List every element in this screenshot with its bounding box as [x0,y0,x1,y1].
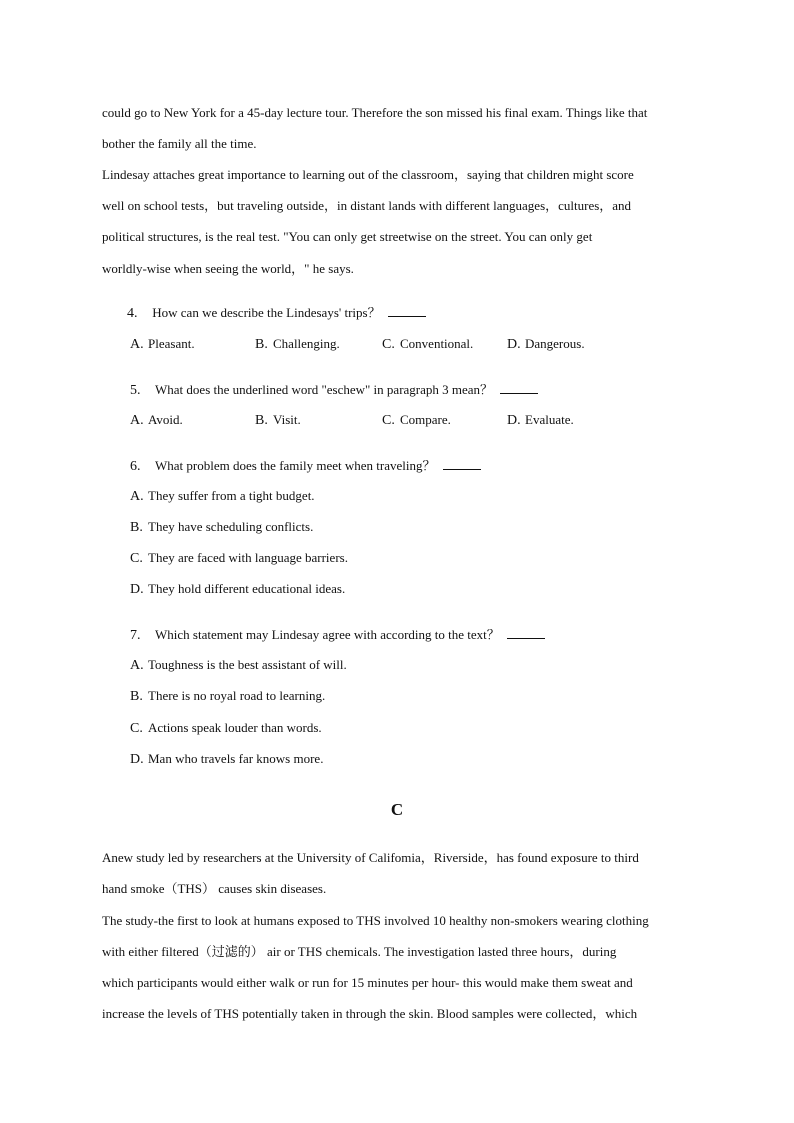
option-text: Challenging. [273,336,340,351]
option-text: Dangerous. [525,336,585,351]
question-number: 4. [127,306,138,321]
question-number: 7. [130,628,141,643]
passage-line: political structures, is the real test. "You can only get streetwise on the street. You can only get [102,229,593,244]
option-letter: B. [130,520,143,535]
passage-line: bother the family all the time. [102,136,257,151]
option-6a[interactable] [130,488,315,505]
question-6 [130,457,481,475]
passage-line: Anew study led by researchers at the University of Califomia，Riverside，has found exposure to third [102,850,639,865]
question-text: How can we describe the Lindesays' trips？ [152,305,381,320]
option-6c[interactable] [130,550,348,567]
option-letter: D. [130,582,144,597]
option-letter: C. [382,337,395,352]
option-letter: A. [130,489,144,504]
passage-line: could go to New York for a 45-day lecture tour. Therefore the son missed his final exam. Things like that [102,105,648,120]
option-text: They are faced with language barriers. [148,550,348,565]
answer-blank[interactable] [388,304,426,317]
option-text: Evaluate. [525,412,574,427]
option-7a[interactable] [130,657,347,674]
option-letter: C. [130,551,143,566]
question-7 [130,626,545,644]
option-letter: D. [507,337,521,352]
option-letter: C. [130,721,143,736]
passage-line: which participants would either walk or run for 15 minutes per hour- this would make them sweat and [102,975,633,990]
question-text: Which statement may Lindesay agree with according to the text？ [155,627,500,642]
option-5b[interactable] [255,412,301,429]
option-letter: D. [507,413,521,428]
option-letter: B. [255,337,268,352]
option-text: Toughness is the best assistant of will. [148,657,347,672]
option-4b[interactable] [255,336,340,353]
option-letter: A. [130,658,144,673]
option-5c[interactable] [382,412,451,429]
option-text: Actions speak louder than words. [148,720,322,735]
option-letter: A. [130,337,144,352]
option-7b[interactable] [130,688,325,705]
option-text: Avoid. [148,412,183,427]
option-6d[interactable] [130,581,345,598]
passage-line: increase the levels of THS potentially taken in through the skin. Blood samples were collected，which [102,1006,638,1021]
option-text: They have scheduling conflicts. [148,519,314,534]
option-letter: B. [130,689,143,704]
passage-line: The study-the first to look at humans exposed to THS involved 10 healthy non-smokers wearing clothing [102,913,649,928]
option-7d[interactable] [130,751,323,768]
option-text: They suffer from a tight budget. [148,488,315,503]
option-text: Pleasant. [148,336,195,351]
option-text: Visit. [273,412,301,427]
option-4d[interactable] [507,336,585,353]
option-text: They hold different educational ideas. [148,581,346,596]
option-5a[interactable] [130,412,183,429]
question-text: What does the underlined word "eschew" in paragraph 3 mean？ [155,382,494,397]
option-letter: A. [130,413,144,428]
passage-line: well on school tests，but traveling outside，in distant lands with different languages，cultures，and [102,198,632,213]
option-letter: D. [130,752,144,767]
option-4a[interactable] [130,336,195,353]
option-letter: B. [255,413,268,428]
passage-line: worldly-wise when seeing the world，" he says. [102,261,354,276]
question-5 [130,381,538,399]
question-text: What problem does the family meet when traveling？ [155,458,436,473]
question-number: 6. [130,459,141,474]
answer-blank[interactable] [507,626,545,639]
option-text: Man who travels far knows more. [148,751,324,766]
passage-line: Lindesay attaches great importance to learning out of the classroom，saying that children might score [102,167,634,182]
option-7c[interactable] [130,720,322,737]
question-4 [127,304,426,322]
option-text: Compare. [400,412,451,427]
answer-blank[interactable] [443,457,481,470]
section-heading: C [390,800,404,819]
option-4c[interactable] [382,336,473,353]
option-text: Conventional. [400,336,474,351]
option-6b[interactable] [130,519,313,536]
option-5d[interactable] [507,412,574,429]
question-number: 5. [130,383,141,398]
passage-line: hand smoke（THS） causes skin diseases. [102,881,327,896]
passage-line: with either filtered（过滤的） air or THS chemicals. The investigation lasted three hours，during [102,944,617,959]
answer-blank[interactable] [500,381,538,394]
option-letter: C. [382,413,395,428]
option-text: There is no royal road to learning. [148,688,326,703]
